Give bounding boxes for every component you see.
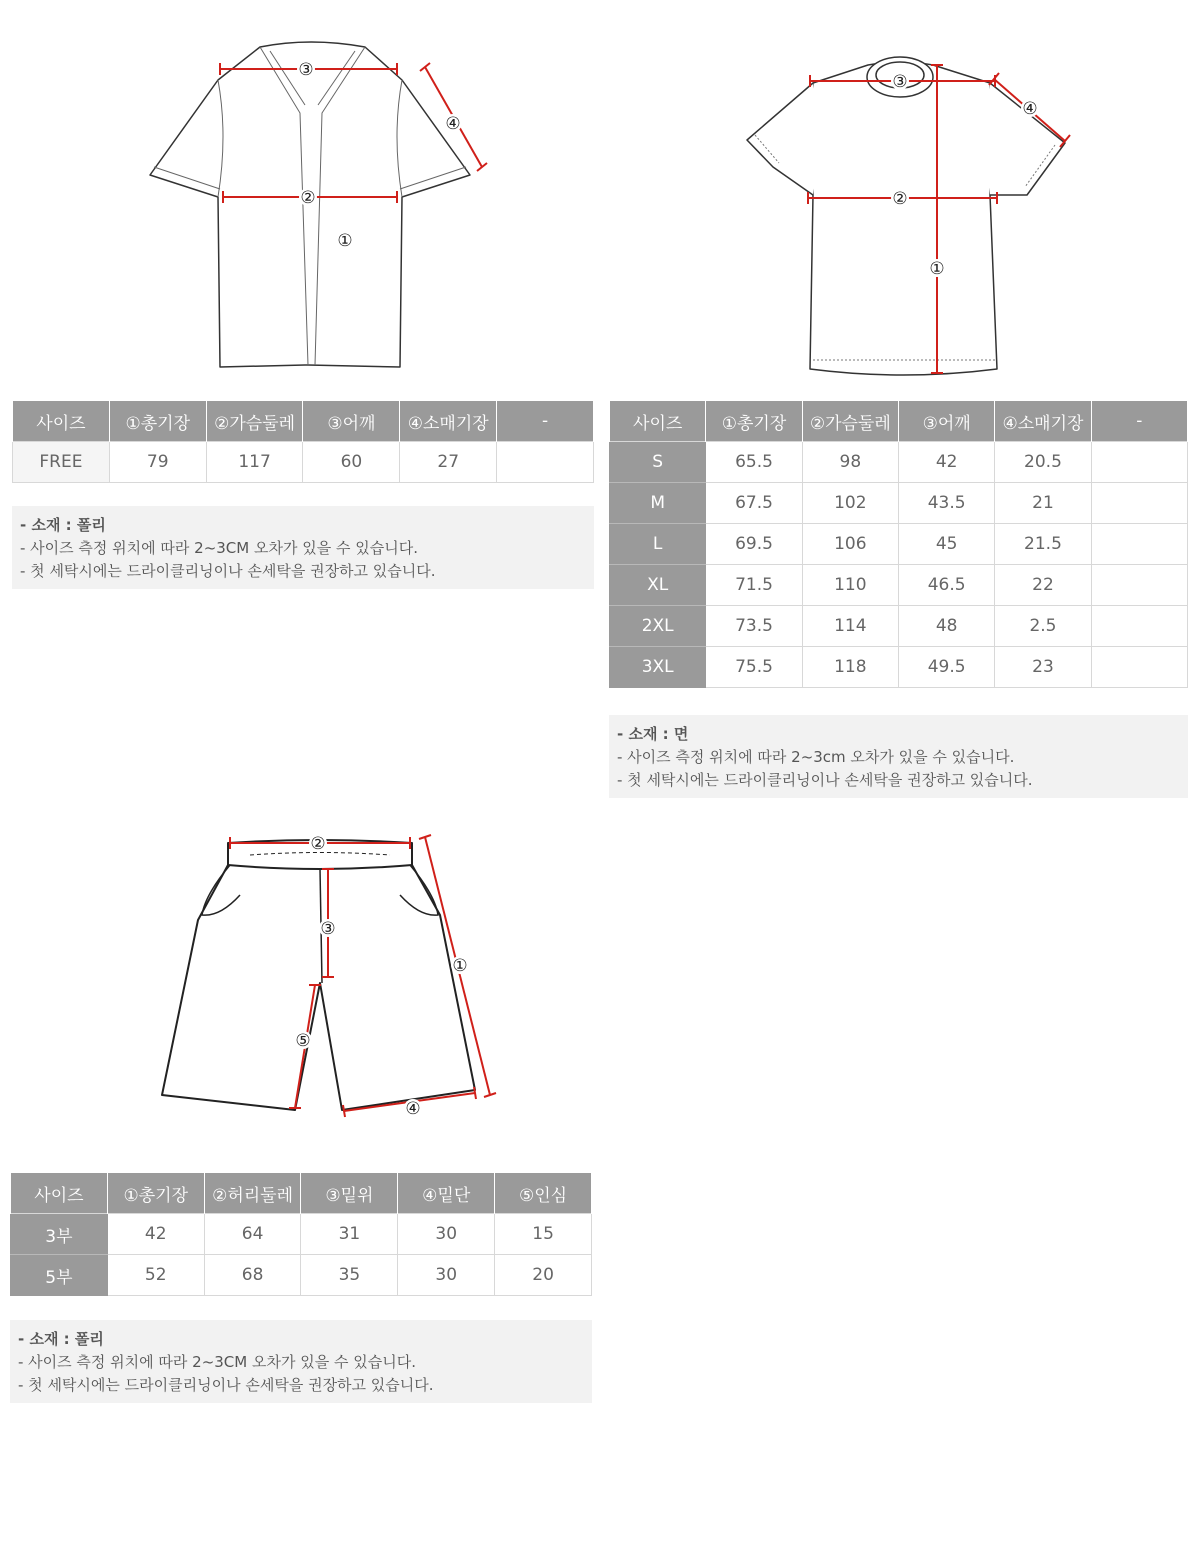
table-cell: 21 <box>995 483 1091 524</box>
table-cell: 30 <box>398 1214 495 1255</box>
header-cell: ②가슴둘레 <box>206 401 303 442</box>
header-cell: ②가슴둘레 <box>802 401 898 442</box>
table-header-row <box>13 401 594 442</box>
header-cell: - <box>1091 401 1187 442</box>
table-cell: 67.5 <box>706 483 802 524</box>
table-cell: 23 <box>995 647 1091 688</box>
tshirt-size-table <box>609 400 1188 688</box>
table-cell <box>1091 606 1187 647</box>
material-note: - 소재 : 폴리 <box>18 1330 104 1348</box>
table-cell: 118 <box>802 647 898 688</box>
marker-2: ② <box>300 188 316 208</box>
note-line: - 사이즈 측정 위치에 따라 2~3cm 오차가 있을 수 있습니다. <box>617 748 1015 766</box>
note-line: - 첫 세탁시에는 드라이클리닝이나 손세탁을 권장하고 있습니다. <box>20 562 436 580</box>
marker-3: ③ <box>298 60 314 80</box>
marker-3: ③ <box>892 72 908 92</box>
table-row <box>11 1214 592 1255</box>
table-cell: 31 <box>301 1214 398 1255</box>
material-note: - 소재 : 면 <box>617 725 689 743</box>
size-label: S <box>610 442 706 483</box>
table-row <box>610 442 1188 483</box>
table-cell: 46.5 <box>898 565 994 606</box>
note-line: - 첫 세탁시에는 드라이클리닝이나 손세탁을 권장하고 있습니다. <box>18 1376 434 1394</box>
table-cell: 42 <box>898 442 994 483</box>
table-cell: 21.5 <box>995 524 1091 565</box>
table-cell: 43.5 <box>898 483 994 524</box>
marker-4: ④ <box>445 114 461 134</box>
table-cell: 71.5 <box>706 565 802 606</box>
shorts-size-table <box>10 1172 592 1296</box>
header-cell: ③어깨 <box>898 401 994 442</box>
note-line: - 사이즈 측정 위치에 따라 2~3CM 오차가 있을 수 있습니다. <box>18 1353 416 1371</box>
size-label: 3XL <box>610 647 706 688</box>
header-cell: ①총기장 <box>107 1173 204 1214</box>
table-cell: 68 <box>204 1255 301 1296</box>
marker-3: ③ <box>320 919 336 939</box>
table-cell: 52 <box>107 1255 204 1296</box>
table-cell: 98 <box>802 442 898 483</box>
size-label: L <box>610 524 706 565</box>
header-cell: ③밑위 <box>301 1173 398 1214</box>
table-cell: 64 <box>204 1214 301 1255</box>
header-cell: 사이즈 <box>610 401 706 442</box>
marker-1: ① <box>452 956 468 976</box>
table-cell <box>1091 524 1187 565</box>
table-cell: 110 <box>802 565 898 606</box>
size-label: FREE <box>13 442 110 483</box>
marker-4: ④ <box>1022 99 1038 119</box>
tshirt-notes <box>609 715 1188 798</box>
header-cell: ④밑단 <box>398 1173 495 1214</box>
header-cell: 사이즈 <box>13 401 110 442</box>
table-header-row <box>11 1173 592 1214</box>
table-cell: 75.5 <box>706 647 802 688</box>
table-row <box>610 524 1188 565</box>
cardigan-size-table <box>12 400 594 483</box>
tshirt-illustration <box>735 55 1080 380</box>
table-cell: 20 <box>495 1255 592 1296</box>
header-cell: ①총기장 <box>109 401 206 442</box>
table-row <box>610 647 1188 688</box>
shorts-illustration <box>150 825 510 1125</box>
table-cell <box>1091 565 1187 606</box>
table-cell: 73.5 <box>706 606 802 647</box>
header-cell: ④소매기장 <box>995 401 1091 442</box>
table-cell: 30 <box>398 1255 495 1296</box>
size-label: 5부 <box>11 1255 108 1296</box>
table-cell <box>1091 442 1187 483</box>
table-cell: 45 <box>898 524 994 565</box>
table-cell: 49.5 <box>898 647 994 688</box>
table-cell: 117 <box>206 442 303 483</box>
marker-1: ① <box>337 231 353 251</box>
note-line: - 첫 세탁시에는 드라이클리닝이나 손세탁을 권장하고 있습니다. <box>617 771 1033 789</box>
table-cell: 15 <box>495 1214 592 1255</box>
table-cell: 79 <box>109 442 206 483</box>
table-cell: 20.5 <box>995 442 1091 483</box>
table-row <box>610 606 1188 647</box>
table-cell: 35 <box>301 1255 398 1296</box>
table-header-row <box>610 401 1188 442</box>
shorts-notes <box>10 1320 592 1403</box>
table-cell: 42 <box>107 1214 204 1255</box>
table-cell <box>497 442 594 483</box>
note-line: - 사이즈 측정 위치에 따라 2~3CM 오차가 있을 수 있습니다. <box>20 539 418 557</box>
table-cell: 48 <box>898 606 994 647</box>
table-row <box>610 483 1188 524</box>
table-cell: 114 <box>802 606 898 647</box>
table-cell: 102 <box>802 483 898 524</box>
header-cell: ⑤인심 <box>495 1173 592 1214</box>
table-row <box>610 565 1188 606</box>
material-note: - 소재 : 폴리 <box>20 516 106 534</box>
cardigan-notes <box>12 506 594 589</box>
table-cell <box>1091 483 1187 524</box>
header-cell: 사이즈 <box>11 1173 108 1214</box>
table-cell: 65.5 <box>706 442 802 483</box>
header-cell: - <box>497 401 594 442</box>
size-label: 2XL <box>610 606 706 647</box>
marker-1: ① <box>929 259 945 279</box>
marker-2: ② <box>892 189 908 209</box>
size-label: M <box>610 483 706 524</box>
table-cell <box>1091 647 1187 688</box>
size-label: 3부 <box>11 1214 108 1255</box>
marker-2: ② <box>310 834 326 854</box>
table-cell: 2.5 <box>995 606 1091 647</box>
size-label: XL <box>610 565 706 606</box>
cardigan-illustration <box>140 35 500 375</box>
table-row <box>11 1255 592 1296</box>
table-cell: 27 <box>400 442 497 483</box>
table-cell: 106 <box>802 524 898 565</box>
header-cell: ①총기장 <box>706 401 802 442</box>
table-cell: 60 <box>303 442 400 483</box>
table-cell: 69.5 <box>706 524 802 565</box>
header-cell: ③어깨 <box>303 401 400 442</box>
marker-5: ⑤ <box>295 1031 311 1051</box>
table-cell: 22 <box>995 565 1091 606</box>
table-row <box>13 442 594 483</box>
header-cell: ②허리둘레 <box>204 1173 301 1214</box>
marker-4: ④ <box>405 1099 421 1119</box>
header-cell: ④소매기장 <box>400 401 497 442</box>
